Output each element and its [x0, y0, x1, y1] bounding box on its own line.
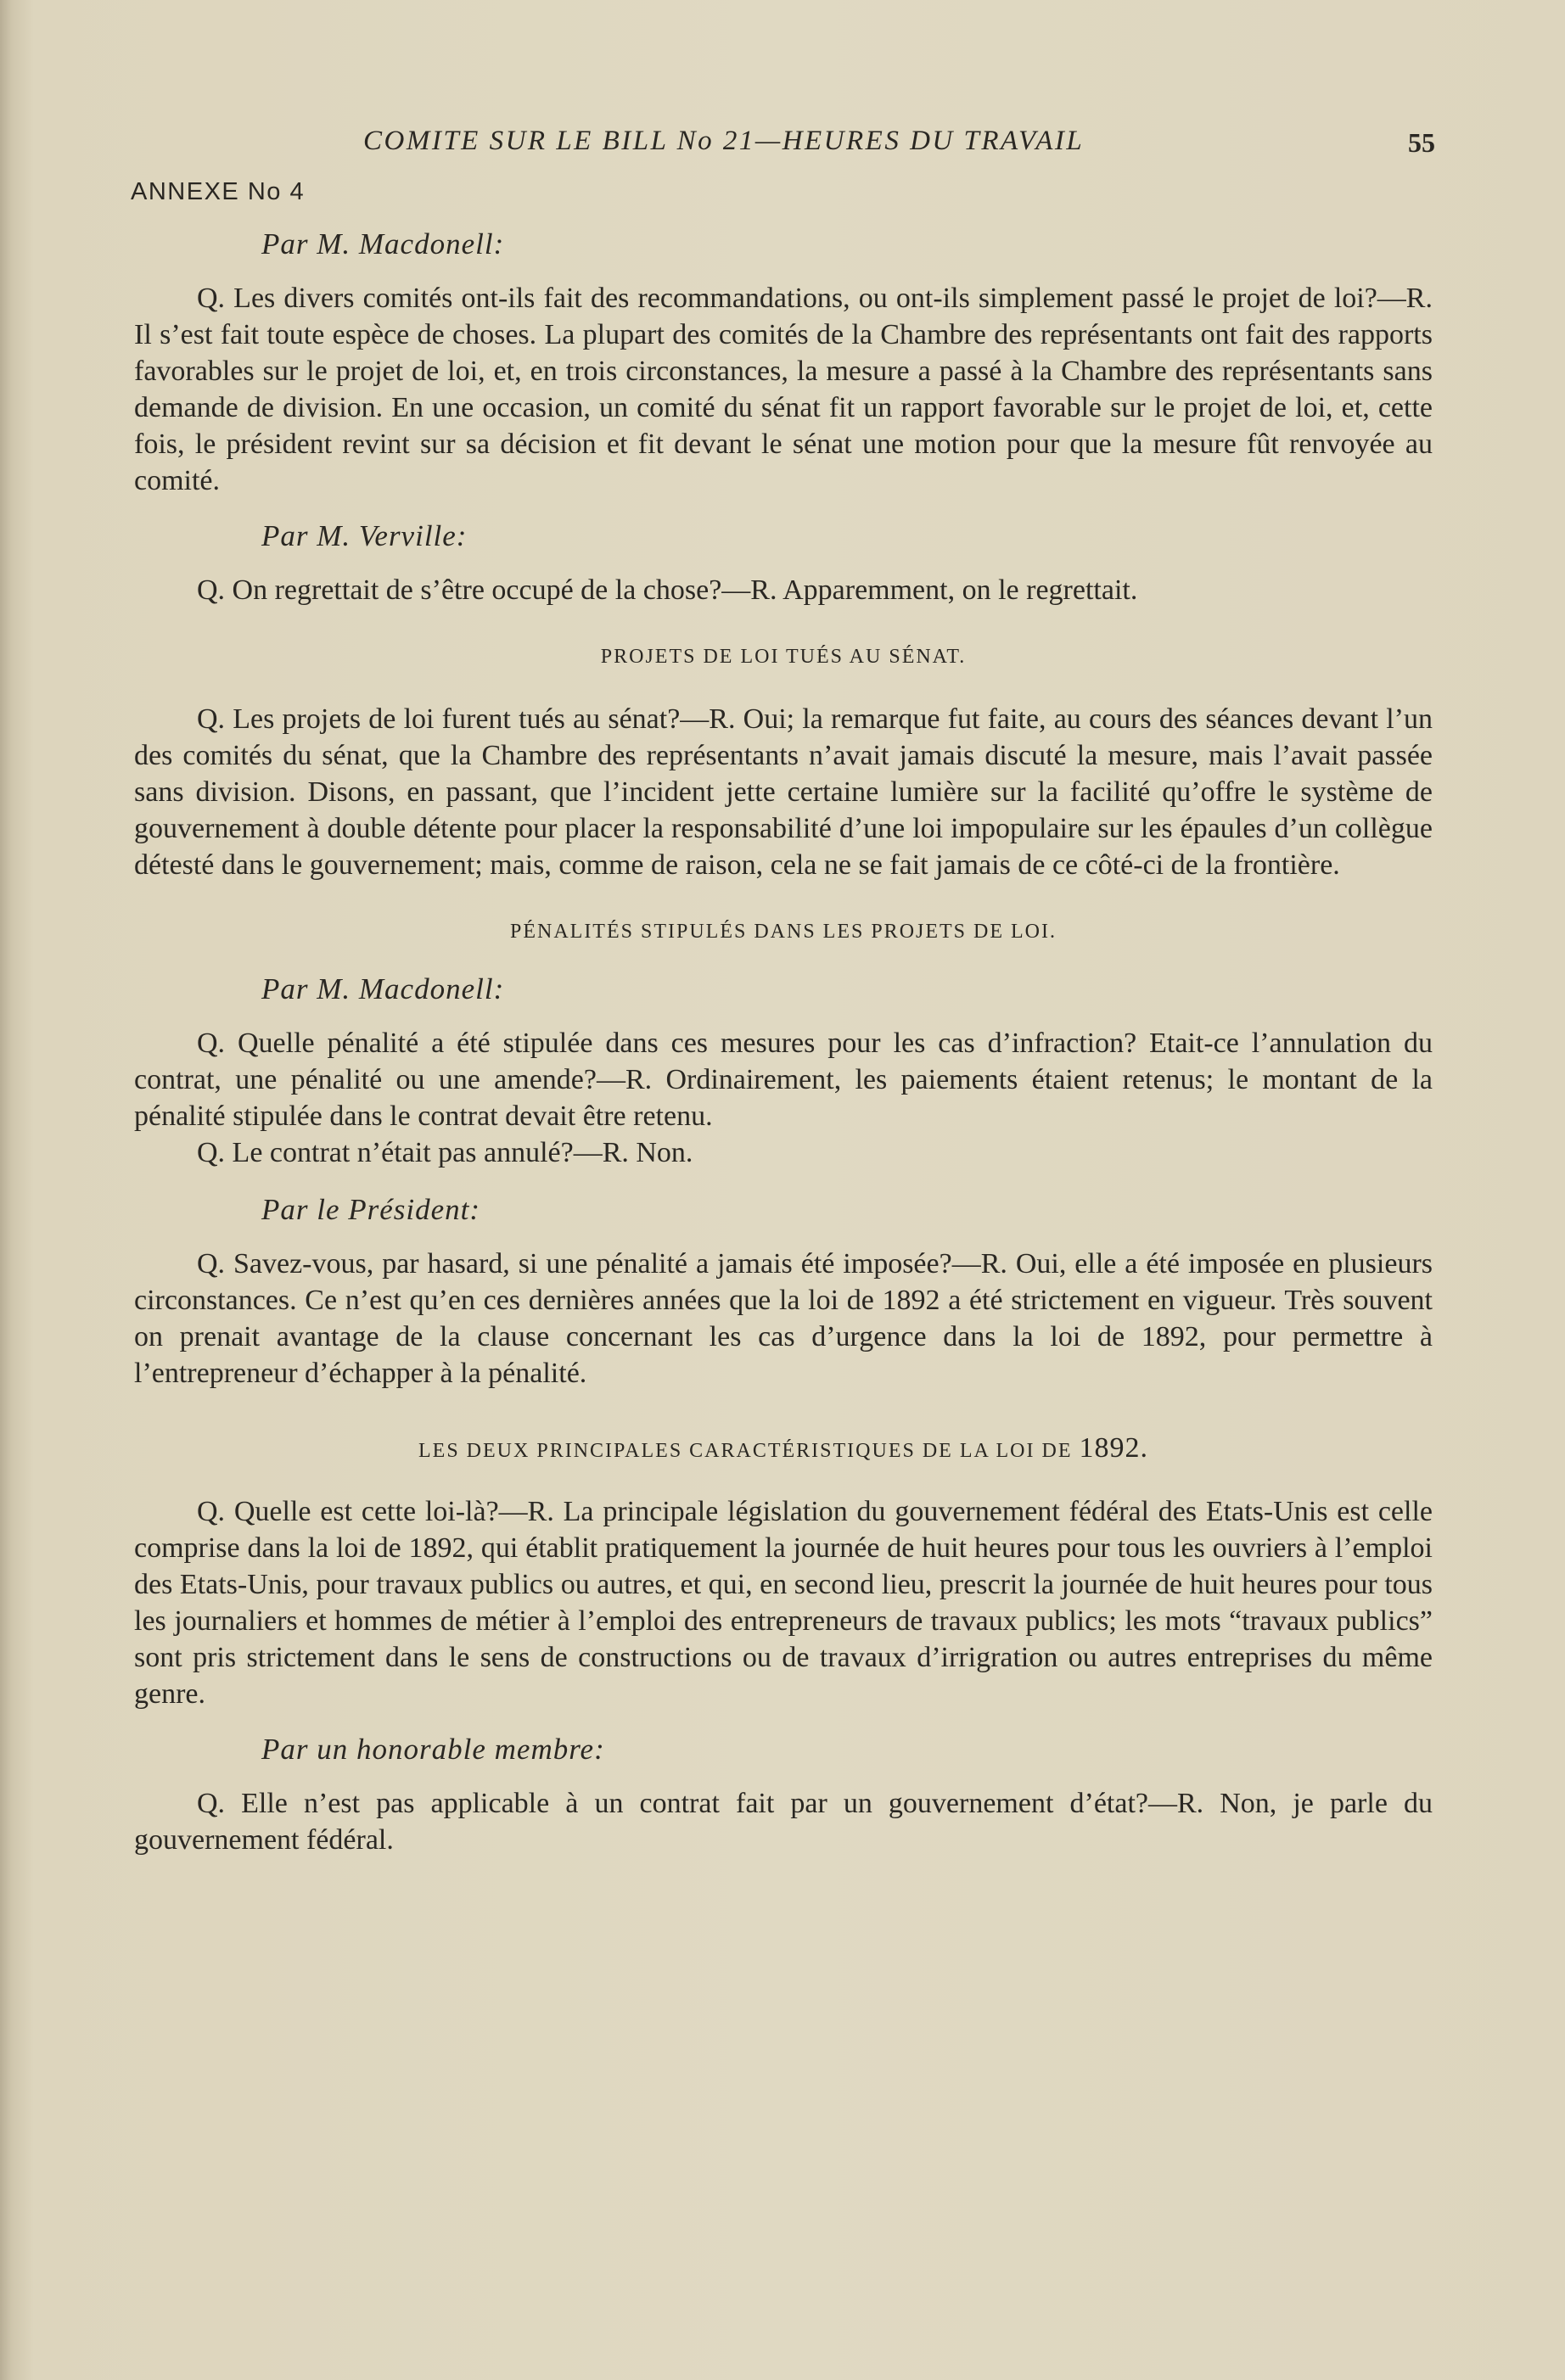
paragraph: Q. Le contrat n’était pas annulé?—R. Non.: [197, 1137, 693, 1168]
paragraph: Q. Quelle pénalité a été stipulée dans ces mesures pour les cas d’infraction? Etait-ce l’annulation du contrat, une pénalité ou une amende?—R. Ordinairement, les paiements étaient retenus; le montant de la pénalité stipulée dans le contrat devait être retenu.: [134, 1028, 1433, 1132]
section-heading: PROJETS DE LOI TUÉS AU SÉNAT.: [600, 646, 967, 668]
speaker-label: Par M. Macdonell:: [261, 972, 505, 1005]
paragraph: Q. Les projets de loi furent tués au sénat?—R. Oui; la remarque fut faite, au cours des séances devant l’un des comités du sénat, que la Chambre des représentants n’avait jamais discuté la mesure, mais l’avait passée sans division. Disons, en passant, que l’incident jette certaine lumière sur la facilité qu’offre le système de gouvernement à double détente pour placer la responsabilité d’une loi impopulaire sur les épaules d’un collègue détesté dans le gouvernement; mais, comme de raison, cela ne se fait jamais de ce côté-ci de la frontière.: [134, 703, 1433, 881]
page-number: 55: [1408, 127, 1435, 158]
page-header: [134, 126, 1433, 168]
document-content: [134, 227, 1433, 1858]
section-heading-year: 1892.: [1079, 1432, 1148, 1464]
section-heading: PÉNALITÉS STIPULÉS DANS LES PROJETS DE LOI.: [509, 921, 1057, 943]
paragraph: Q. Savez-vous, par hasard, si une pénalité a jamais été imposée?—R. Oui, elle a été imposée en plusieurs circonstances. Ce n’est qu’en ces dernières années que la loi de 1892 a été strictement en vigueur. Très souvent on prenait avantage de la clause concernant les cas d’urgence dans la loi de 1892, pour permettre à l’entrepreneur d’échapper à la pénalité.: [134, 1248, 1433, 1389]
section-heading: [134, 1432, 1433, 1464]
paragraph: Q. Les divers comités ont-ils fait des recommandations, ou ont-ils simplement passé le projet de loi?—R. Il s’est fait toute espèce de choses. La plupart des comités de la Chambre des représentants ont fait des rapports favorables sur le projet de loi, et, en trois circonstances, la mesure a passé à la Chambre des représentants sans demande de division. En une occasion, un comité du sénat fit un rapport favorable sur le projet de loi, et, cette fois, le président revint sur sa décision et fit devant le sénat une motion pour que la mesure fût renvoyée au comité.: [134, 283, 1433, 496]
speaker-label: Par M. Verville:: [261, 519, 468, 552]
speaker-label: Par un honorable membre:: [261, 1733, 605, 1766]
page-body: [131, 0, 1435, 2380]
running-title: COMITE SUR LE BILL No 21—HEURES DU TRAVAIL: [363, 126, 1085, 156]
speaker-label: Par le Président:: [261, 1193, 481, 1226]
paragraph: Q. Quelle est cette loi-là?—R. La principale législation du gouvernement fédéral des Etats-Unis est celle comprise dans la loi de 1892, qui établit pratiquement la journée de huit heures pour tous les ouvriers à l’emploi des Etats-Unis, pour travaux publics ou autres, et qui, en second lieu, prescrit la journée de huit heures pour tous les journaliers et hommes de métier à l’emploi des entrepreneurs de travaux publics; les mots “travaux publics” sont pris strictement dans le sens de constructions ou de travaux d’irrigration ou autres entreprises du même genre.: [134, 1496, 1433, 1710]
speaker-label: Par M. Macdonell:: [261, 227, 505, 260]
paragraph: Q. Elle n’est pas applicable à un contrat fait par un gouvernement d’état?—R. Non, je parle du gouvernement fédéral.: [134, 1788, 1433, 1856]
paragraph: Q. On regrettait de s’être occupé de la chose?—R. Apparemment, on le regrettait.: [197, 574, 1138, 606]
annex-label: ANNEXE No 4: [131, 178, 306, 205]
section-heading-text: LES DEUX PRINCIPALES CARACTÉRISTIQUES DE LA LOI DE: [418, 1440, 1073, 1462]
